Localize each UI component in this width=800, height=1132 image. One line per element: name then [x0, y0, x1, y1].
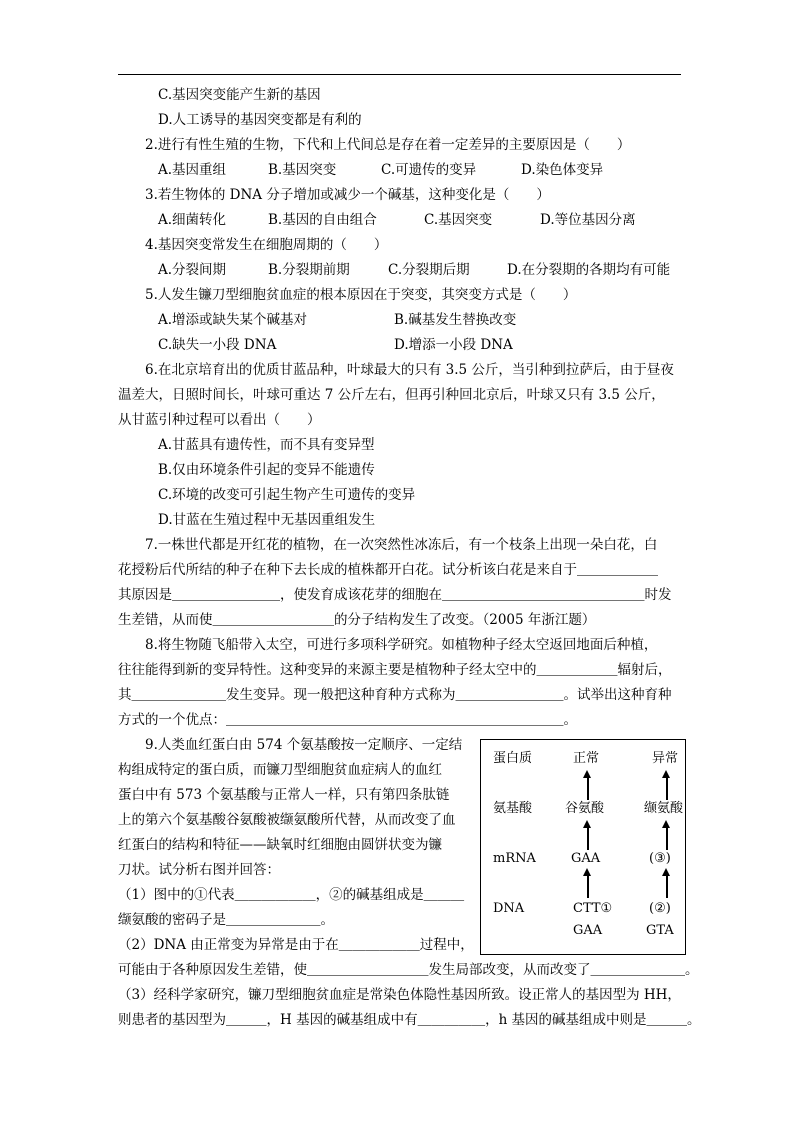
- diagram-abnormal-mrna: (③): [649, 851, 671, 866]
- text-line: 红蛋白的结构和特征——缺氧时红细胞由圆饼状变为镰: [118, 837, 442, 853]
- diagram-normal-dna-2: GAA: [573, 923, 603, 938]
- diagram-label-mrna: mRNA: [493, 851, 536, 866]
- text-line: C.环境的改变可引起生物产生可遗传的变异: [158, 487, 416, 503]
- diagram-normal-dna-1: CTT①: [573, 901, 613, 916]
- text-line: 其原因是＿＿＿＿＿＿＿＿，使发育成该花芽的细胞在＿＿＿＿＿＿＿＿＿＿＿＿＿＿＿时发: [118, 587, 672, 603]
- text-line: B.仅由环境条件引起的变异不能遗传: [158, 462, 375, 478]
- text-line: 其＿＿＿＿＿＿＿发生变异。现一般把这种育种方式称为＿＿＿＿＿＿＿＿。试举出这种育种: [118, 687, 672, 703]
- diagram-abnormal-amino-acid: 缬氨酸: [644, 801, 684, 816]
- arrow-up-normal-1: [587, 776, 589, 800]
- mutation-diagram: [480, 739, 686, 955]
- text-line: B.基因的自由组合: [268, 212, 377, 228]
- arrow-up-normal-3: [587, 874, 589, 898]
- text-line: D.染色体变异: [521, 162, 604, 178]
- text-line: 刀状。试分析右图并回答：: [118, 862, 280, 878]
- text-line: B.分裂期前期: [268, 262, 350, 278]
- header-rule: [118, 74, 681, 75]
- text-line: A.分裂间期: [158, 262, 227, 278]
- text-line: 构组成特定的蛋白质，而镰刀型细胞贫血症病人的血红: [118, 762, 442, 778]
- text-line: 6.在北京培育出的优质甘蓝品种，叶球最大的只有 3.5 公斤，当引种到拉萨后，由于昼夜: [145, 362, 674, 378]
- text-line: 7.一株世代都是开红花的植物，在一次突然性冰冻后，有一个枝条上出现一朵白花，白: [145, 537, 658, 553]
- text-line: （2）DNA 由正常变为异常是由于在＿＿＿＿＿＿过程中，: [118, 937, 474, 953]
- diagram-normal-protein: 正常: [573, 751, 600, 766]
- text-line: C.基因突变能产生新的基因: [158, 87, 321, 103]
- text-line: 花授粉后代所结的种子在种下去长成的植株都开白花。试分析该白花是来自于＿＿＿＿＿＿: [118, 562, 658, 578]
- text-line: A.增添或缺失某个碱基对: [158, 312, 308, 328]
- text-line: 5.人发生镰刀型细胞贫血症的根本原因在于突变，其突变方式是（ ）: [145, 287, 577, 303]
- text-line: （1）图中的①代表＿＿＿＿＿＿，②的碱基组成是＿＿＿: [118, 887, 465, 903]
- text-line: A.基因重组: [158, 162, 227, 178]
- text-line: 则患者的基因型为＿＿＿，H 基因的碱基组成中有＿＿＿＿＿，h 基因的碱基组成中则是＿＿＿。: [118, 1012, 701, 1028]
- text-line: C.分裂期后期: [388, 262, 470, 278]
- text-line: 蛋白中有 573 个氨基酸与正常人一样，只有第四条肽链: [118, 787, 450, 803]
- text-line: B.基因突变: [268, 162, 337, 178]
- text-line: 8.将生物随飞船带入太空，可进行多项科学研究。如植物种子经太空返回地面后种植，: [145, 637, 658, 653]
- text-line: 2.进行有性生殖的生物，下代和上代间总是存在着一定差异的主要原因是（ ）: [145, 137, 631, 153]
- text-line: C.基因突变: [424, 212, 493, 228]
- diagram-label-amino-acid: 氨基酸: [493, 801, 533, 816]
- text-line: 9.人类血红蛋白由 574 个氨基酸按一定顺序、一定结: [145, 737, 463, 753]
- diagram-abnormal-protein: 异常: [652, 751, 679, 766]
- text-line: 3.若生物体的 DNA 分子增加或减少一个碱基，这种变化是（ ）: [145, 187, 550, 203]
- text-line: D.在分裂期的各期均有可能: [507, 262, 671, 278]
- text-line: A.细菌转化: [158, 212, 227, 228]
- diagram-normal-mrna: GAA: [571, 851, 601, 866]
- diagram-normal-amino-acid: 谷氨酸: [565, 801, 605, 816]
- text-line: 生差错，从而使＿＿＿＿＿＿＿＿＿的分子结构发生了改变。（2005 年浙江题）: [118, 612, 596, 628]
- text-line: B.碱基发生替换改变: [394, 312, 517, 328]
- text-line: C.可遗传的变异: [381, 162, 477, 178]
- text-line: 可能由于各种原因发生差错，使＿＿＿＿＿＿＿＿＿发生局部改变，从而改变了＿＿＿＿＿＿＿。: [118, 962, 699, 978]
- arrow-up-abnormal-2: [666, 826, 668, 850]
- diagram-label-dna: DNA: [493, 901, 525, 916]
- arrow-up-abnormal-3: [666, 874, 668, 898]
- text-line: 4.基因突变常发生在细胞周期的（ ）: [145, 237, 388, 253]
- text-line: 温差大，日照时间长，叶球可重达 7 公斤左右，但再引种回北京后，叶球又只有 3.5 公斤，: [118, 387, 665, 403]
- text-line: D.等位基因分离: [540, 212, 636, 228]
- text-line: （3）经科学家研究，镰刀型细胞贫血症是常染色体隐性基因所致。设正常人的基因型为 HH，: [118, 987, 681, 1003]
- arrow-up-normal-2: [587, 826, 589, 850]
- text-line: 往往能得到新的变异特性。这种变异的来源主要是植物种子经太空中的＿＿＿＿＿＿辐射后，: [118, 662, 672, 678]
- text-line: 方式的一个优点：＿＿＿＿＿＿＿＿＿＿＿＿＿＿＿＿＿＿＿＿＿＿＿＿＿。: [118, 712, 577, 728]
- text-line: 缬氨酸的密码子是＿＿＿＿＿＿＿。: [118, 912, 334, 928]
- arrow-up-abnormal-1: [666, 776, 668, 800]
- text-line: D.人工诱导的基因突变都是有利的: [158, 112, 362, 128]
- diagram-abnormal-dna-2: GTA: [646, 923, 674, 938]
- text-line: 上的第六个氨基酸谷氨酸被缬氨酸所代替，从而改变了血: [118, 812, 456, 828]
- text-line: D.甘蓝在生殖过程中无基因重组发生: [158, 512, 376, 528]
- text-line: C.缺失一小段 DNA: [158, 337, 277, 353]
- diagram-abnormal-dna-1: (②): [649, 901, 671, 916]
- text-line: 从甘蓝引种过程可以看出（ ）: [118, 412, 321, 428]
- diagram-label-protein: 蛋白质: [493, 751, 533, 766]
- text-line: A.甘蓝具有遗传性，而不具有变异型: [158, 437, 375, 453]
- text-line: D.增添一小段 DNA: [394, 337, 513, 353]
